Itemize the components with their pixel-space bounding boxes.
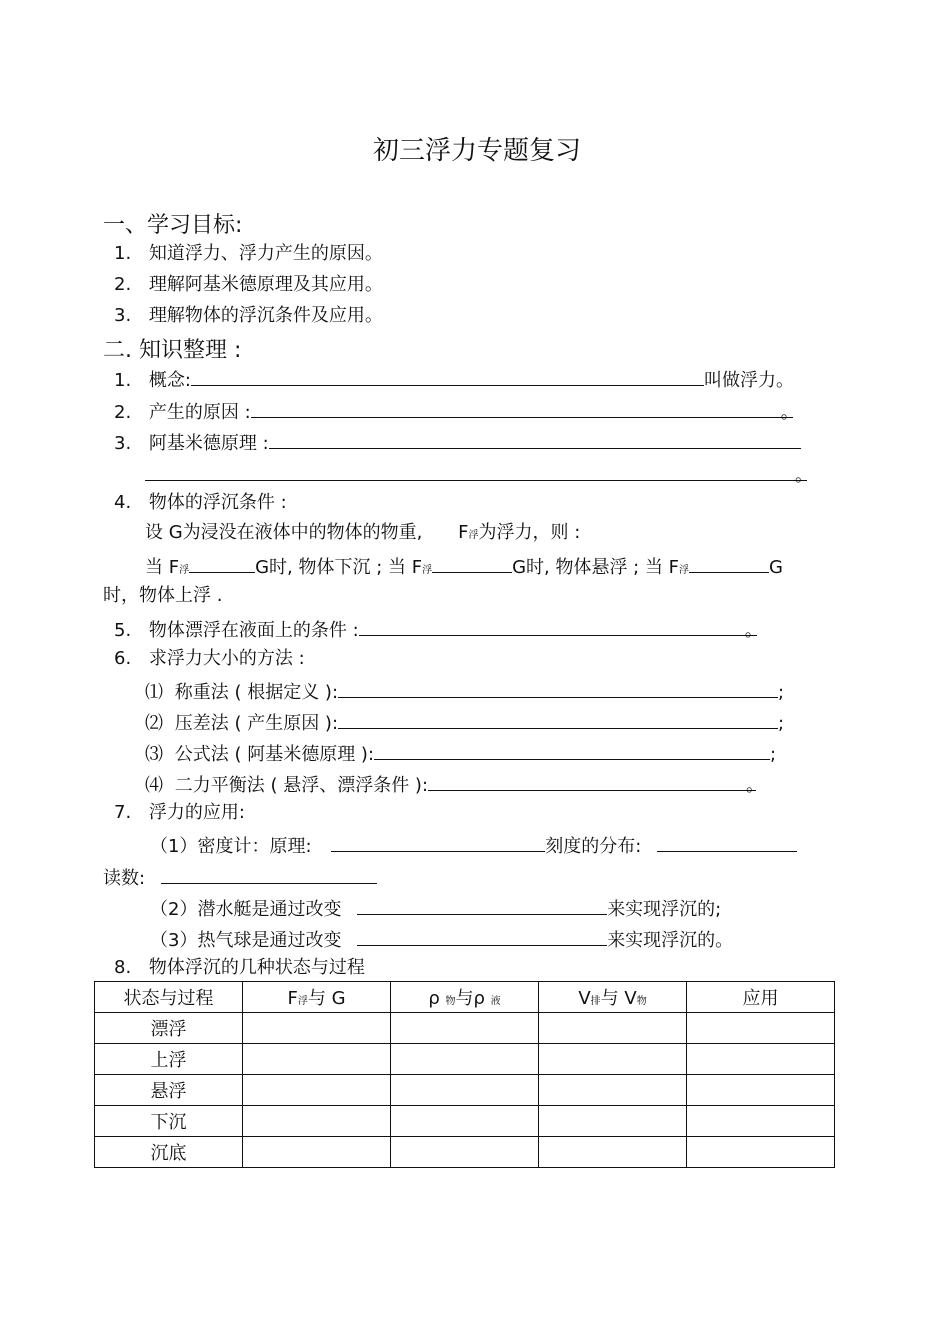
item-suffix: 。 — [744, 620, 763, 641]
reading-line — [103, 865, 377, 890]
method-end: ; — [770, 744, 777, 765]
header-application: 应用 — [687, 982, 835, 1013]
balloon-end: 来实现浮沉的。 — [607, 930, 734, 951]
answer-cell[interactable] — [539, 1106, 687, 1137]
subscript: 浮 — [297, 996, 308, 1007]
header-text: 与ρ — [455, 988, 485, 1009]
knowledge-item-8 — [114, 957, 365, 979]
answer-cell[interactable] — [687, 1137, 835, 1168]
method-end: 。 — [746, 775, 765, 796]
state-cell: 漂浮 — [95, 1013, 243, 1044]
method-text: 压差法 ( 产生原因 ): — [174, 713, 339, 734]
page-title: 初三浮力专题复习 — [373, 136, 582, 166]
section1-heading: 一、学习目标: — [103, 213, 243, 238]
item-num: 6. — [114, 648, 132, 669]
header-force — [243, 982, 391, 1013]
header-state: 状态与过程 — [95, 982, 243, 1013]
answer-cell[interactable] — [687, 1013, 835, 1044]
method-text: 二力平衡法 ( 悬浮、漂浮条件 ): — [174, 775, 429, 796]
table-row — [95, 1013, 835, 1044]
densimeter-label: （1）密度计：原理: — [150, 836, 312, 857]
item-suffix: 叫做浮力。 — [704, 370, 794, 391]
table-row — [95, 1044, 835, 1075]
condition-text: G时, 物体悬浮 ; 当 F — [512, 557, 680, 578]
archimedes-line-2 — [145, 462, 813, 487]
goal-item — [114, 243, 383, 265]
method-blank[interactable] — [338, 710, 778, 729]
goal-num: 3. — [114, 305, 132, 326]
answer-cell[interactable] — [243, 1137, 391, 1168]
knowledge-item-4 — [114, 492, 287, 514]
answer-cell[interactable] — [539, 1075, 687, 1106]
archimedes-blank-2[interactable] — [145, 462, 807, 481]
condition-text: 当 F — [145, 557, 180, 578]
item-num: 3. — [114, 433, 132, 454]
header-text: 与 G — [307, 988, 346, 1009]
method-row — [145, 710, 784, 735]
scale-blank[interactable] — [657, 833, 797, 852]
method-text: 公式法 ( 阿基米德原理 ): — [174, 744, 375, 765]
submarine-text: （2）潜水艇是通过改变 — [150, 899, 342, 920]
sink-float-text: 设 G为浸没在液体中的物体的物重, — [145, 522, 423, 543]
answer-cell[interactable] — [539, 1137, 687, 1168]
subscript: 浮 — [179, 565, 190, 576]
answer-cell[interactable] — [539, 1013, 687, 1044]
header-text: ρ — [428, 988, 440, 1009]
answer-cell[interactable] — [391, 1137, 539, 1168]
answer-cell[interactable] — [687, 1044, 835, 1075]
answer-cell[interactable] — [539, 1044, 687, 1075]
answer-cell[interactable] — [391, 1106, 539, 1137]
reading-label: 读数: — [103, 868, 146, 889]
item-suffix: 。 — [795, 465, 813, 486]
knowledge-item-7 — [114, 802, 245, 824]
goal-text: 理解阿基米德原理及其应用。 — [148, 274, 383, 295]
knowledge-item-6 — [114, 648, 305, 670]
subscript: 浮 — [679, 565, 690, 576]
item-label: 阿基米德原理 : — [148, 433, 269, 454]
method-mark: ⑷ — [145, 775, 163, 796]
goal-num: 1. — [114, 243, 132, 264]
answer-cell[interactable] — [391, 1075, 539, 1106]
header-density — [391, 982, 539, 1013]
subscript: 液 — [490, 996, 501, 1007]
item-num: 8. — [114, 957, 132, 978]
balloon-blank[interactable] — [357, 927, 607, 946]
item-num: 4. — [114, 492, 132, 513]
archimedes-blank-1[interactable] — [269, 430, 801, 449]
buoyancy-symbol: F — [458, 522, 469, 543]
item-label: 求浮力大小的方法 : — [148, 648, 305, 669]
states-table — [94, 981, 835, 1168]
floating-condition-blank[interactable] — [359, 617, 757, 636]
knowledge-item-5 — [114, 617, 763, 642]
state-cell: 沉底 — [95, 1137, 243, 1168]
subscript: 物 — [445, 996, 456, 1007]
subscript: 浮 — [422, 565, 433, 576]
goal-text: 知道浮力、浮力产生的原因。 — [148, 243, 383, 264]
table-row — [95, 1106, 835, 1137]
method-blank[interactable] — [338, 679, 778, 698]
submarine-line — [150, 896, 721, 921]
balloon-line — [150, 927, 733, 952]
method-mark: ⑶ — [145, 744, 163, 765]
answer-cell[interactable] — [243, 1106, 391, 1137]
densimeter-principle-blank[interactable] — [331, 833, 545, 852]
condition-text: G — [769, 557, 783, 578]
section2-heading: 二. 知识整理 : — [103, 338, 242, 363]
goal-num: 2. — [114, 274, 132, 295]
table-row — [95, 1137, 835, 1168]
item-num: 1. — [114, 370, 132, 391]
cause-blank[interactable] — [251, 399, 793, 418]
reading-blank[interactable] — [161, 865, 377, 884]
knowledge-item-3 — [114, 430, 801, 455]
method-blank[interactable] — [374, 741, 770, 760]
subscript: 物 — [636, 996, 647, 1007]
suspend-blank[interactable] — [432, 554, 512, 573]
table-row — [95, 1075, 835, 1106]
method-text: 称重法 ( 根据定义 ): — [174, 682, 339, 703]
submarine-end: 来实现浮沉的; — [607, 899, 722, 920]
item-label: 产生的原因 : — [148, 402, 251, 423]
header-text: F — [287, 988, 298, 1009]
method-end: ; — [778, 682, 785, 703]
knowledge-item-1 — [114, 367, 794, 392]
rise-blank[interactable] — [689, 554, 769, 573]
subscript: 排 — [590, 996, 601, 1007]
answer-cell[interactable] — [687, 1075, 835, 1106]
scale-label: 刻度的分布: — [545, 836, 642, 857]
item-num: 5. — [114, 620, 132, 641]
header-text: 与 V — [600, 988, 637, 1009]
method-blank[interactable] — [428, 772, 756, 791]
concept-blank[interactable] — [191, 367, 704, 386]
header-volume — [539, 982, 687, 1013]
answer-cell[interactable] — [391, 1044, 539, 1075]
method-mark: ⑵ — [145, 713, 163, 734]
knowledge-item-2 — [114, 399, 799, 424]
item-num: 2. — [114, 402, 132, 423]
goal-item — [114, 274, 383, 296]
sink-float-line-3: 时，物体上浮 . — [103, 585, 223, 606]
method-mark: ⑴ — [145, 682, 163, 703]
state-cell: 上浮 — [95, 1044, 243, 1075]
item-label: 物体的浮沉条件 : — [148, 492, 287, 513]
answer-cell[interactable] — [391, 1013, 539, 1044]
answer-cell[interactable] — [687, 1106, 835, 1137]
sink-float-line-2 — [145, 554, 783, 582]
sink-float-text: 为浮力，则 : — [478, 522, 581, 543]
item-label: 浮力的应用: — [148, 802, 245, 823]
item-suffix: 。 — [780, 402, 799, 423]
item-num: 7. — [114, 802, 132, 823]
densimeter-line — [150, 833, 797, 858]
condition-text: G时, 物体下沉 ; 当 F — [255, 557, 423, 578]
header-text: V — [578, 988, 591, 1009]
submarine-blank[interactable] — [357, 896, 607, 915]
item-label: 物体浮沉的几种状态与过程 — [148, 957, 365, 978]
answer-cell[interactable] — [243, 1075, 391, 1106]
method-row — [145, 772, 764, 797]
goal-text: 理解物体的浮沉条件及应用。 — [148, 305, 383, 326]
subscript: 浮 — [468, 530, 479, 541]
goal-item — [114, 305, 383, 327]
item-label: 物体漂浮在液面上的条件 : — [148, 620, 359, 641]
balloon-text: （3）热气球是通过改变 — [150, 930, 342, 951]
state-cell: 悬浮 — [95, 1075, 243, 1106]
item-label: 概念: — [148, 370, 191, 391]
state-cell: 下沉 — [95, 1106, 243, 1137]
method-row — [145, 741, 776, 766]
answer-cell[interactable] — [243, 1013, 391, 1044]
sink-float-line-1 — [145, 522, 580, 547]
method-end: ; — [778, 713, 785, 734]
answer-cell[interactable] — [243, 1044, 391, 1075]
method-row — [145, 679, 784, 704]
table-header-row — [95, 982, 835, 1013]
sink-blank[interactable] — [189, 554, 255, 573]
